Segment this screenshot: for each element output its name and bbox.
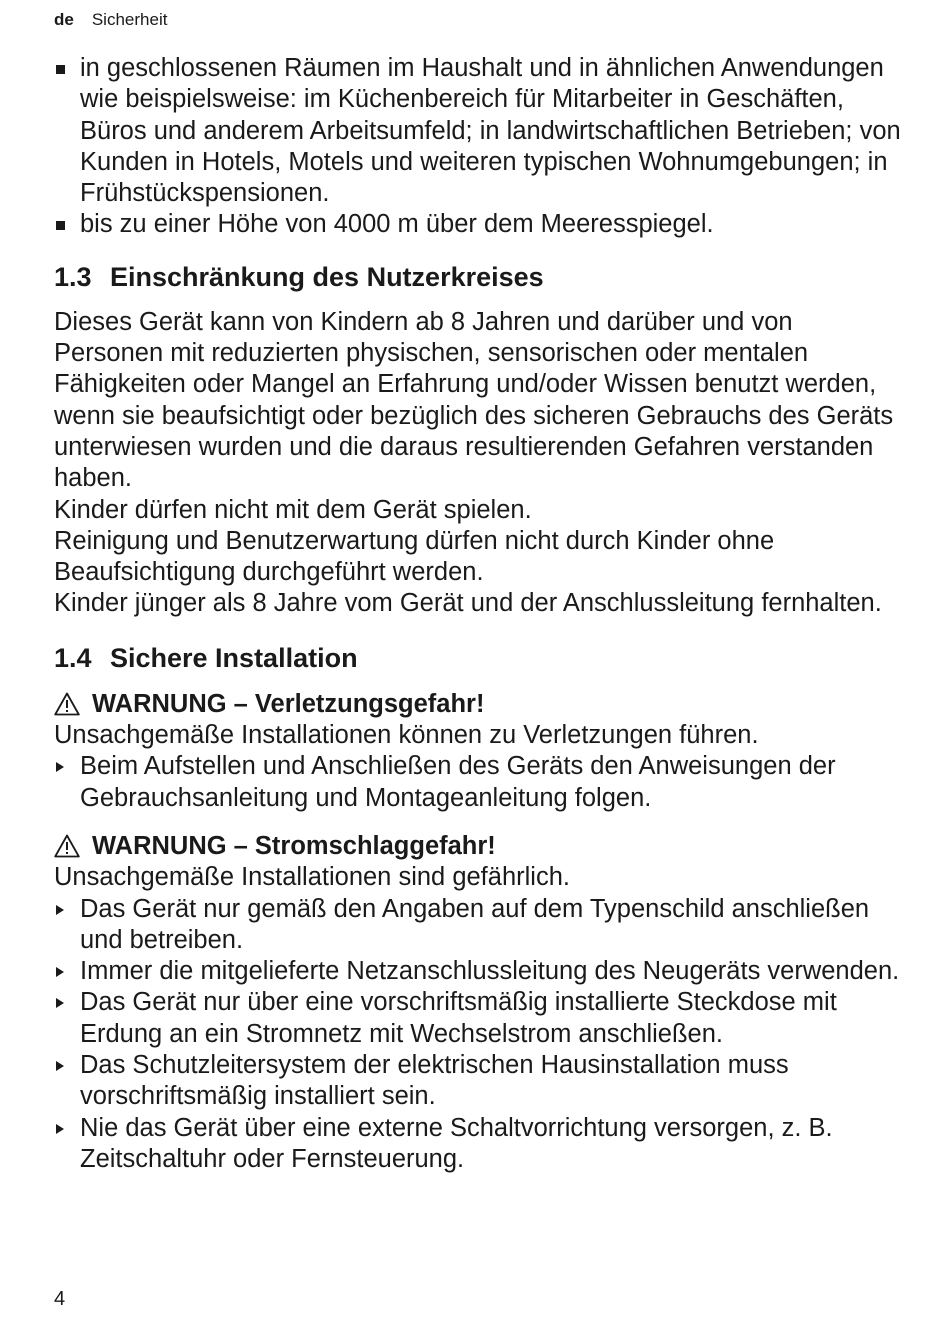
warning-block (54, 689, 904, 814)
warning-block (54, 831, 904, 1175)
paragraph: Kinder dürfen nicht mit dem Gerät spielen. (54, 495, 532, 524)
bullet-square-icon (56, 65, 65, 74)
bullet-arrow-icon (56, 967, 64, 977)
list-item: Das Schutzleitersystem der elektrischen Hausinstallation muss vorschriftsmäßig installiert sein. (54, 1050, 904, 1113)
list-item: Nie das Gerät über eine externe Schaltvorrichtung versorgen, z. B. Zeitschaltuhr oder Fernsteuerung. (54, 1113, 904, 1176)
bullet-arrow-icon (56, 905, 64, 915)
list-item: Beim Aufstellen und Anschließen des Geräts den Anweisungen der Gebrauchsanleitung und Montageanleitung folgen. (54, 751, 904, 814)
list-item: Das Gerät nur gemäß den Angaben auf dem Typenschild anschließen und betreiben. (54, 894, 904, 957)
section-title: Sicherheit (91, 10, 168, 29)
list-item: Immer die mitgelieferte Netzanschlussleitung des Neugeräts verwenden. (54, 956, 904, 987)
bullet-arrow-icon (56, 762, 64, 772)
bullet-square-icon (56, 221, 65, 230)
warning-text: Unsachgemäße Installationen können zu Verletzungen führen. (54, 721, 759, 750)
warning-title: WARNUNG – Verletzungsgefahr! (54, 689, 904, 720)
paragraph: Reinigung und Benutzerwartung dürfen nicht durch Kinder ohne Beaufsichtigung durchgeführt werden. (54, 526, 775, 587)
list-item: in geschlossenen Räumen im Haushalt und in ähnlichen Anwendungen wie beispielsweise: im Küchenbereich für Mitarbeiter in Geschäften, Büros und anderem Arbeitsumfeld; in landwirtschaftlichen Betrieben; von Kunden in Hotels, Motels und weiteren typischen Wohnumgebungen; in Frühstückspensionen. (54, 53, 904, 209)
section-heading-1-4: 1.4 Sichere Installation (54, 642, 358, 673)
list-item: bis zu einer Höhe von 4000 m über dem Meeresspiegel. (54, 209, 904, 240)
warning-triangle-icon (54, 834, 80, 858)
warning-text: Unsachgemäße Installationen sind gefährlich. (54, 863, 570, 892)
section-heading-1-3: 1.3 Einschränkung des Nutzerkreises (54, 261, 544, 292)
list-item: Das Gerät nur über eine vorschriftsmäßig installierte Steckdose mit Erdung an ein Stromnetz mit Wechselstrom anschließen. (54, 987, 904, 1050)
language-code: de (54, 10, 74, 29)
warning-title: WARNUNG – Stromschlaggefahr! (54, 831, 904, 862)
paragraph: Dieses Gerät kann von Kindern ab 8 Jahren und darüber und von Personen mit reduzierten physischen, sensorischen oder mentalen Fähigkeiten oder Mangel an Erfahrung und/oder Wissen benutzt werden, wenn sie beaufsichtigt oder bezüglich des sicheren Gebrauchs des Geräts unterwiesen wurden und die daraus resultierenden Gefahren verstanden haben. (54, 307, 894, 493)
instruction-list (54, 751, 904, 814)
bullet-arrow-icon (56, 998, 64, 1008)
intro-list (54, 53, 904, 241)
bullet-arrow-icon (56, 1124, 64, 1134)
page-header (54, 10, 167, 30)
warning-triangle-icon (54, 692, 80, 716)
page-number: 4 (54, 1288, 66, 1310)
bullet-arrow-icon (56, 1061, 64, 1071)
page-content (54, 53, 904, 1175)
paragraph: Kinder jünger als 8 Jahre vom Gerät und der Anschlussleitung fernhalten. (54, 589, 882, 618)
instruction-list (54, 894, 904, 1176)
